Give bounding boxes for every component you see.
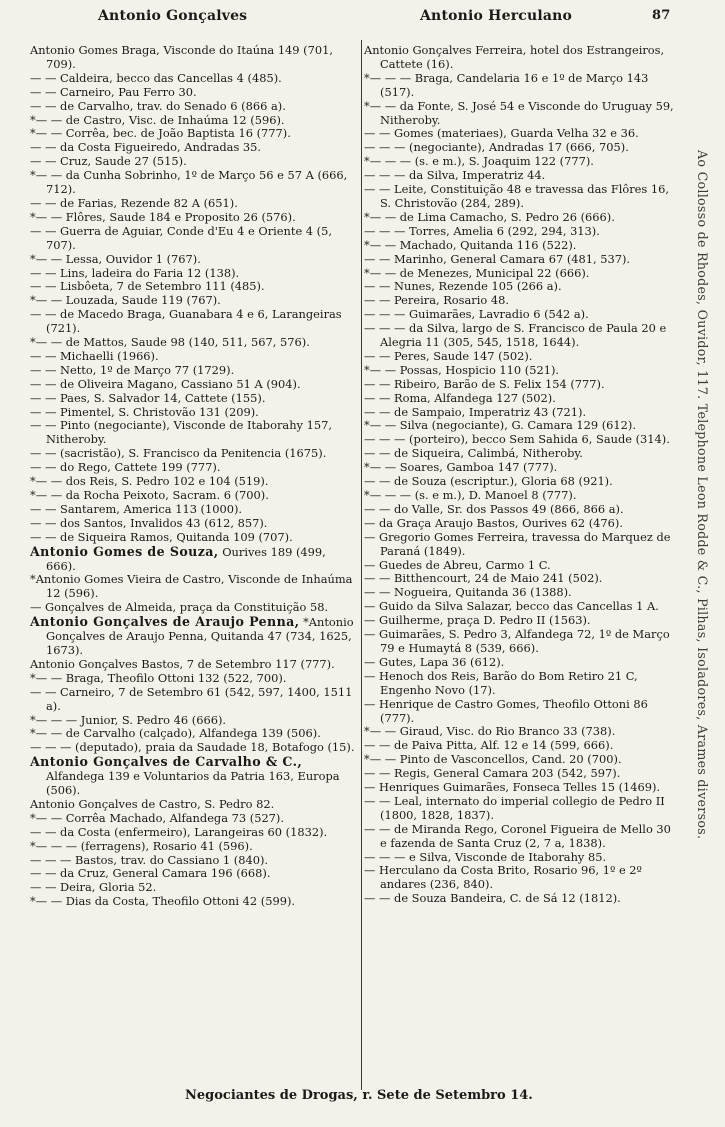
directory-entry: — — de Farias, Rezende 82 A (651). bbox=[30, 195, 238, 210]
directory-entry: — — — Bastos, trav. do Cassiano 1 (840). bbox=[30, 852, 269, 867]
directory-entry: — — Peres, Saude 147 (502). bbox=[364, 348, 533, 363]
directory-entry: — — Deira, Gloria 52. bbox=[30, 880, 157, 895]
directory-entry: *— — de Lima Camacho, S. Pedro 26 (666). bbox=[364, 209, 615, 224]
directory-entry: — — Gomes (materiaes), Guarda Velha 32 e 36. bbox=[364, 126, 639, 141]
directory-entry: — — — e Silva, Visconde de Itaborahy 85. bbox=[364, 849, 607, 864]
directory-entry: *— — Soares, Gamboa 147 (777). bbox=[364, 460, 558, 475]
directory-entry: — — — Guimarães, Lavradio 6 (542 a). bbox=[364, 307, 589, 322]
directory-entry: — — Nogueira, Quitanda 36 (1388). bbox=[364, 585, 572, 600]
directory-entry: — — de Oliveira Magano, Cassiano 51 A (904). bbox=[30, 376, 301, 391]
directory-entry: — — Ribeiro, Barão de S. Felix 154 (777). bbox=[364, 376, 605, 391]
directory-entry: Antonio Gonçalves de Castro, S. Pedro 82. bbox=[30, 796, 275, 811]
directory-entry: — — — da Silva, Imperatriz 44. bbox=[364, 168, 546, 183]
directory-entry: — Henriques Guimarães, Fonseca Telles 15 (1469). bbox=[364, 780, 661, 795]
directory-entry: — — Pinto (negociante), Visconde de Itaborahy 157, Nitheroby. bbox=[30, 418, 332, 447]
directory-entry: *— — de Menezes, Municipal 22 (666). bbox=[364, 265, 590, 280]
directory-entry: — — — (negociante), Andradas 17 (666, 705). bbox=[364, 140, 629, 155]
directory-entry: — — de Macedo Braga, Guanabara 4 e 6, Larangeiras (721). bbox=[30, 307, 342, 336]
directory-entry: — — Marinho, General Camara 67 (481, 537). bbox=[364, 251, 631, 266]
directory-entry: — Gregorio Gomes Ferreira, travessa do Marquez de Paraná (1849). bbox=[364, 529, 671, 558]
directory-entry: — — Lisbôeta, 7 de Setembro 111 (485). bbox=[30, 279, 265, 294]
directory-entry: *— — de Carvalho (calçado), Alfandega 139 (506). bbox=[30, 726, 321, 741]
directory-entry: *— — Dias da Costa, Theofilo Ottoni 42 (599). bbox=[30, 894, 296, 909]
directory-entry: — — Regis, General Camara 203 (542, 597). bbox=[364, 766, 621, 781]
page-header bbox=[0, 8, 725, 34]
directory-entry: — — — da Silva, largo de S. Francisco de Paula 20 e Alegria 11 (305, 545, 1518, 1644). bbox=[364, 321, 667, 350]
directory-entry: — — Michaelli (1966). bbox=[30, 348, 159, 363]
directory-entry: *— — da Cunha Sobrinho, 1º de Março 56 e 57 A (666, 712). bbox=[30, 168, 348, 197]
directory-entry: — — dos Santos, Invalidos 43 (612, 857). bbox=[30, 515, 268, 530]
directory-entry: *— — Flôres, Saude 184 e Proposito 26 (576). bbox=[30, 209, 296, 224]
side-advertisement: Ao Collosso de Rhodes, Ouvidor, 117. Telephone Leon Rodde & C., Pilhas, Isoladores, Arames diversos. bbox=[695, 150, 710, 840]
running-head-center: Antonio Herculano bbox=[420, 8, 573, 24]
directory-entry: *— — Machado, Quitanda 116 (522). bbox=[364, 237, 577, 252]
directory-entry: — — da Costa Figueiredo, Andradas 35. bbox=[30, 140, 262, 155]
directory-entry: — — de Miranda Rego, Coronel Figueira de Mello 30 e fazenda de Santa Cruz (2, 7 a, 1838). bbox=[364, 821, 671, 850]
directory-entry: — — de Souza (escriptur.), Gloria 68 (921). bbox=[364, 474, 613, 489]
directory-entry: — — Bitthencourt, 24 de Maio 241 (502). bbox=[364, 571, 603, 586]
right-column bbox=[364, 44, 678, 906]
directory-entry: — — Lins, ladeira do Faria 12 (138). bbox=[30, 265, 240, 280]
directory-entry: *— — Corrêa, bec. de João Baptista 16 (777). bbox=[30, 126, 291, 141]
directory-entry: — — Cruz, Saude 27 (515). bbox=[30, 154, 187, 169]
bold-name: Antonio Gomes de Souza, bbox=[30, 543, 219, 559]
directory-entry: — — Pimentel, S. Christovão 131 (209). bbox=[30, 404, 259, 419]
directory-entry: *— — Corrêa Machado, Alfandega 73 (527). bbox=[30, 810, 284, 825]
directory-entry: — — de Siqueira Ramos, Quitanda 109 (707). bbox=[30, 529, 293, 544]
directory-entry: *— — — Braga, Candelaria 16 e 1º de Março 143 (517). bbox=[364, 70, 649, 99]
directory-entry: — Henrique de Castro Gomes, Theofilo Ottoni 86 (777). bbox=[364, 696, 648, 725]
directory-entry: *— — Lessa, Ouvidor 1 (767). bbox=[30, 251, 201, 266]
directory-entry: *— — — (s. e m.), S. Joaquim 122 (777). bbox=[364, 154, 594, 169]
directory-entry: — — Leal, internato do imperial collegio de Pedro II (1800, 1828, 1837). bbox=[364, 793, 665, 822]
directory-entry: — — Guerra de Aguiar, Conde d'Eu 4 e Oriente 4 (5, 707). bbox=[30, 223, 332, 252]
directory-entry: — — de Paiva Pitta, Alf. 12 e 14 (599, 666). bbox=[364, 738, 614, 753]
directory-entry: *— — — (ferragens), Rosario 41 (596). bbox=[30, 838, 253, 853]
directory-entry: *— — de Mattos, Saude 98 (140, 511, 567, 576). bbox=[30, 335, 310, 350]
directory-entry: *— — Possas, Hospicio 110 (521). bbox=[364, 362, 560, 377]
directory-entry: — — (sacristão), S. Francisco da Penitencia (1675). bbox=[30, 446, 327, 461]
directory-entry: *— — — Junior, S. Pedro 46 (666). bbox=[30, 712, 227, 727]
entry-address: Ourives 189 (499, 666). bbox=[46, 544, 326, 573]
directory-entry: *— — Braga, Theofilo Ottoni 132 (522, 700). bbox=[30, 670, 287, 685]
directory-entry: — Henoch dos Reis, Barão do Bom Retiro 21 C, Engenho Novo (17). bbox=[364, 668, 638, 697]
directory-entry: *— — — (s. e m.), D. Manoel 8 (777). bbox=[364, 488, 577, 502]
directory-entry: *— — Silva (negociante), G. Camara 129 (612). bbox=[364, 418, 636, 433]
directory-entry: — — de Siqueira, Calimbá, Nitheroby. bbox=[364, 446, 583, 461]
entry-address: *Antonio Gonçalves de Araujo Penna, Quitanda 47 (734, 1625, 1673). bbox=[46, 615, 354, 657]
directory-entry: *— — de Castro, Visc. de Inhaúma 12 (596). bbox=[30, 112, 285, 127]
directory-entry: *— — Louzada, Saude 119 (767). bbox=[30, 293, 221, 308]
directory-entry: — — da Costa (enfermeiro), Larangeiras 60 (1832). bbox=[30, 824, 328, 839]
left-column bbox=[30, 44, 358, 909]
directory-entry: *Antonio Gomes Vieira de Castro, Visconde de Inhaúma 12 (596). bbox=[30, 572, 353, 601]
footer-advertisement: Negociantes de Drogas, r. Sete de Setembro 14. bbox=[185, 1088, 533, 1103]
entry-address: Alfandega 139 e Voluntarios da Patria 163, Europa (506). bbox=[46, 769, 340, 798]
directory-entry: *— — dos Reis, S. Pedro 102 e 104 (519). bbox=[30, 474, 269, 489]
directory-entry: *— — da Rocha Peixoto, Sacram. 6 (700). bbox=[30, 488, 269, 502]
directory-entry: — — do Rego, Cattete 199 (777). bbox=[30, 460, 221, 475]
directory-entry: — — de Sampaio, Imperatriz 43 (721). bbox=[364, 404, 587, 419]
directory-entry: — — Pereira, Rosario 48. bbox=[364, 293, 509, 308]
directory-entry: — — Paes, S. Salvador 14, Cattete (155). bbox=[30, 390, 266, 405]
directory-entry: — — Roma, Alfandega 127 (502). bbox=[364, 390, 556, 405]
directory-entry: — Guedes de Abreu, Carmo 1 C. bbox=[364, 557, 551, 572]
directory-entry: *— — Giraud, Visc. do Rio Branco 33 (738). bbox=[364, 724, 616, 739]
directory-entry: — — — (deputado), praia da Saudade 18, Botafogo (15). bbox=[30, 740, 355, 755]
column-divider bbox=[361, 40, 362, 1090]
directory-entry: — — de Souza Bandeira, C. de Sá 12 (1812). bbox=[364, 891, 621, 906]
directory-entry: — Gonçalves de Almeida, praça da Constituição 58. bbox=[30, 600, 329, 615]
directory-entry: *— — da Fonte, S. José 54 e Visconde do Uruguay 59, Nitheroby. bbox=[364, 98, 674, 127]
bold-name: Antonio Gonçalves de Araujo Penna, bbox=[30, 614, 300, 630]
directory-entry-bold bbox=[30, 545, 358, 574]
directory-entry: — — Carneiro, Pau Ferro 30. bbox=[30, 84, 197, 99]
directory-entry: — — da Cruz, General Camara 196 (668). bbox=[30, 866, 271, 881]
page-number: 87 bbox=[652, 8, 671, 23]
directory-entry: — Herculano da Costa Brito, Rosario 96, 1º e 2º andares (236, 840). bbox=[364, 863, 642, 892]
running-head-left: Antonio Gonçalves bbox=[98, 8, 248, 24]
directory-entry: — — Leite, Constituição 48 e travessa das Flôres 16, S. Christovão (284, 289). bbox=[364, 182, 669, 210]
directory-entry: — — Santarem, America 113 (1000). bbox=[30, 501, 243, 516]
directory-entry: — — Nunes, Rezende 105 (266 a). bbox=[364, 279, 562, 294]
directory-entry: — Guilherme, praça D. Pedro II (1563). bbox=[364, 613, 591, 628]
directory-entry: *— — Pinto de Vasconcellos, Cand. 20 (700). bbox=[364, 752, 622, 767]
directory-entry-bold bbox=[30, 755, 358, 798]
directory-entry: — — do Valle, Sr. dos Passos 49 (866, 866 a). bbox=[364, 501, 624, 516]
directory-entry: — — Caldeira, becco das Cancellas 4 (485). bbox=[30, 70, 282, 85]
directory-entry: — — — (porteiro), becco Sem Sahida 6, Saude (314). bbox=[364, 432, 670, 447]
directory-entry: Antonio Gonçalves Ferreira, hotel dos Estrangeiros, Cattete (16). bbox=[364, 43, 665, 71]
directory-entry: — — de Carvalho, trav. do Senado 6 (866 a). bbox=[30, 98, 286, 113]
directory-entry: — Gutes, Lapa 36 (612). bbox=[364, 654, 505, 669]
directory-entry: — — Carneiro, 7 de Setembro 61 (542, 597, 1400, 1511 a). bbox=[30, 684, 353, 713]
directory-entry: Antonio Gonçalves Bastos, 7 de Setembro 117 (777). bbox=[30, 656, 335, 671]
directory-entry: — Guimarães, S. Pedro 3, Alfandega 72, 1º de Março 79 e Humaytá 8 (539, 666). bbox=[364, 627, 670, 655]
directory-entry: — — — Torres, Amelia 6 (292, 294, 313). bbox=[364, 223, 600, 238]
directory-entry-bold bbox=[30, 615, 358, 658]
directory-entry: — Guido da Silva Salazar, becco das Cancellas 1 A. bbox=[364, 599, 659, 614]
directory-entry: — — Netto, 1º de Março 77 (1729). bbox=[30, 362, 235, 377]
bold-name: Antonio Gonçalves de Carvalho & C., bbox=[30, 754, 303, 770]
directory-entry: — da Graça Araujo Bastos, Ourives 62 (476). bbox=[364, 515, 623, 530]
directory-entry: Antonio Gomes Braga, Visconde do Itaúna 149 (701, 709). bbox=[30, 43, 333, 71]
